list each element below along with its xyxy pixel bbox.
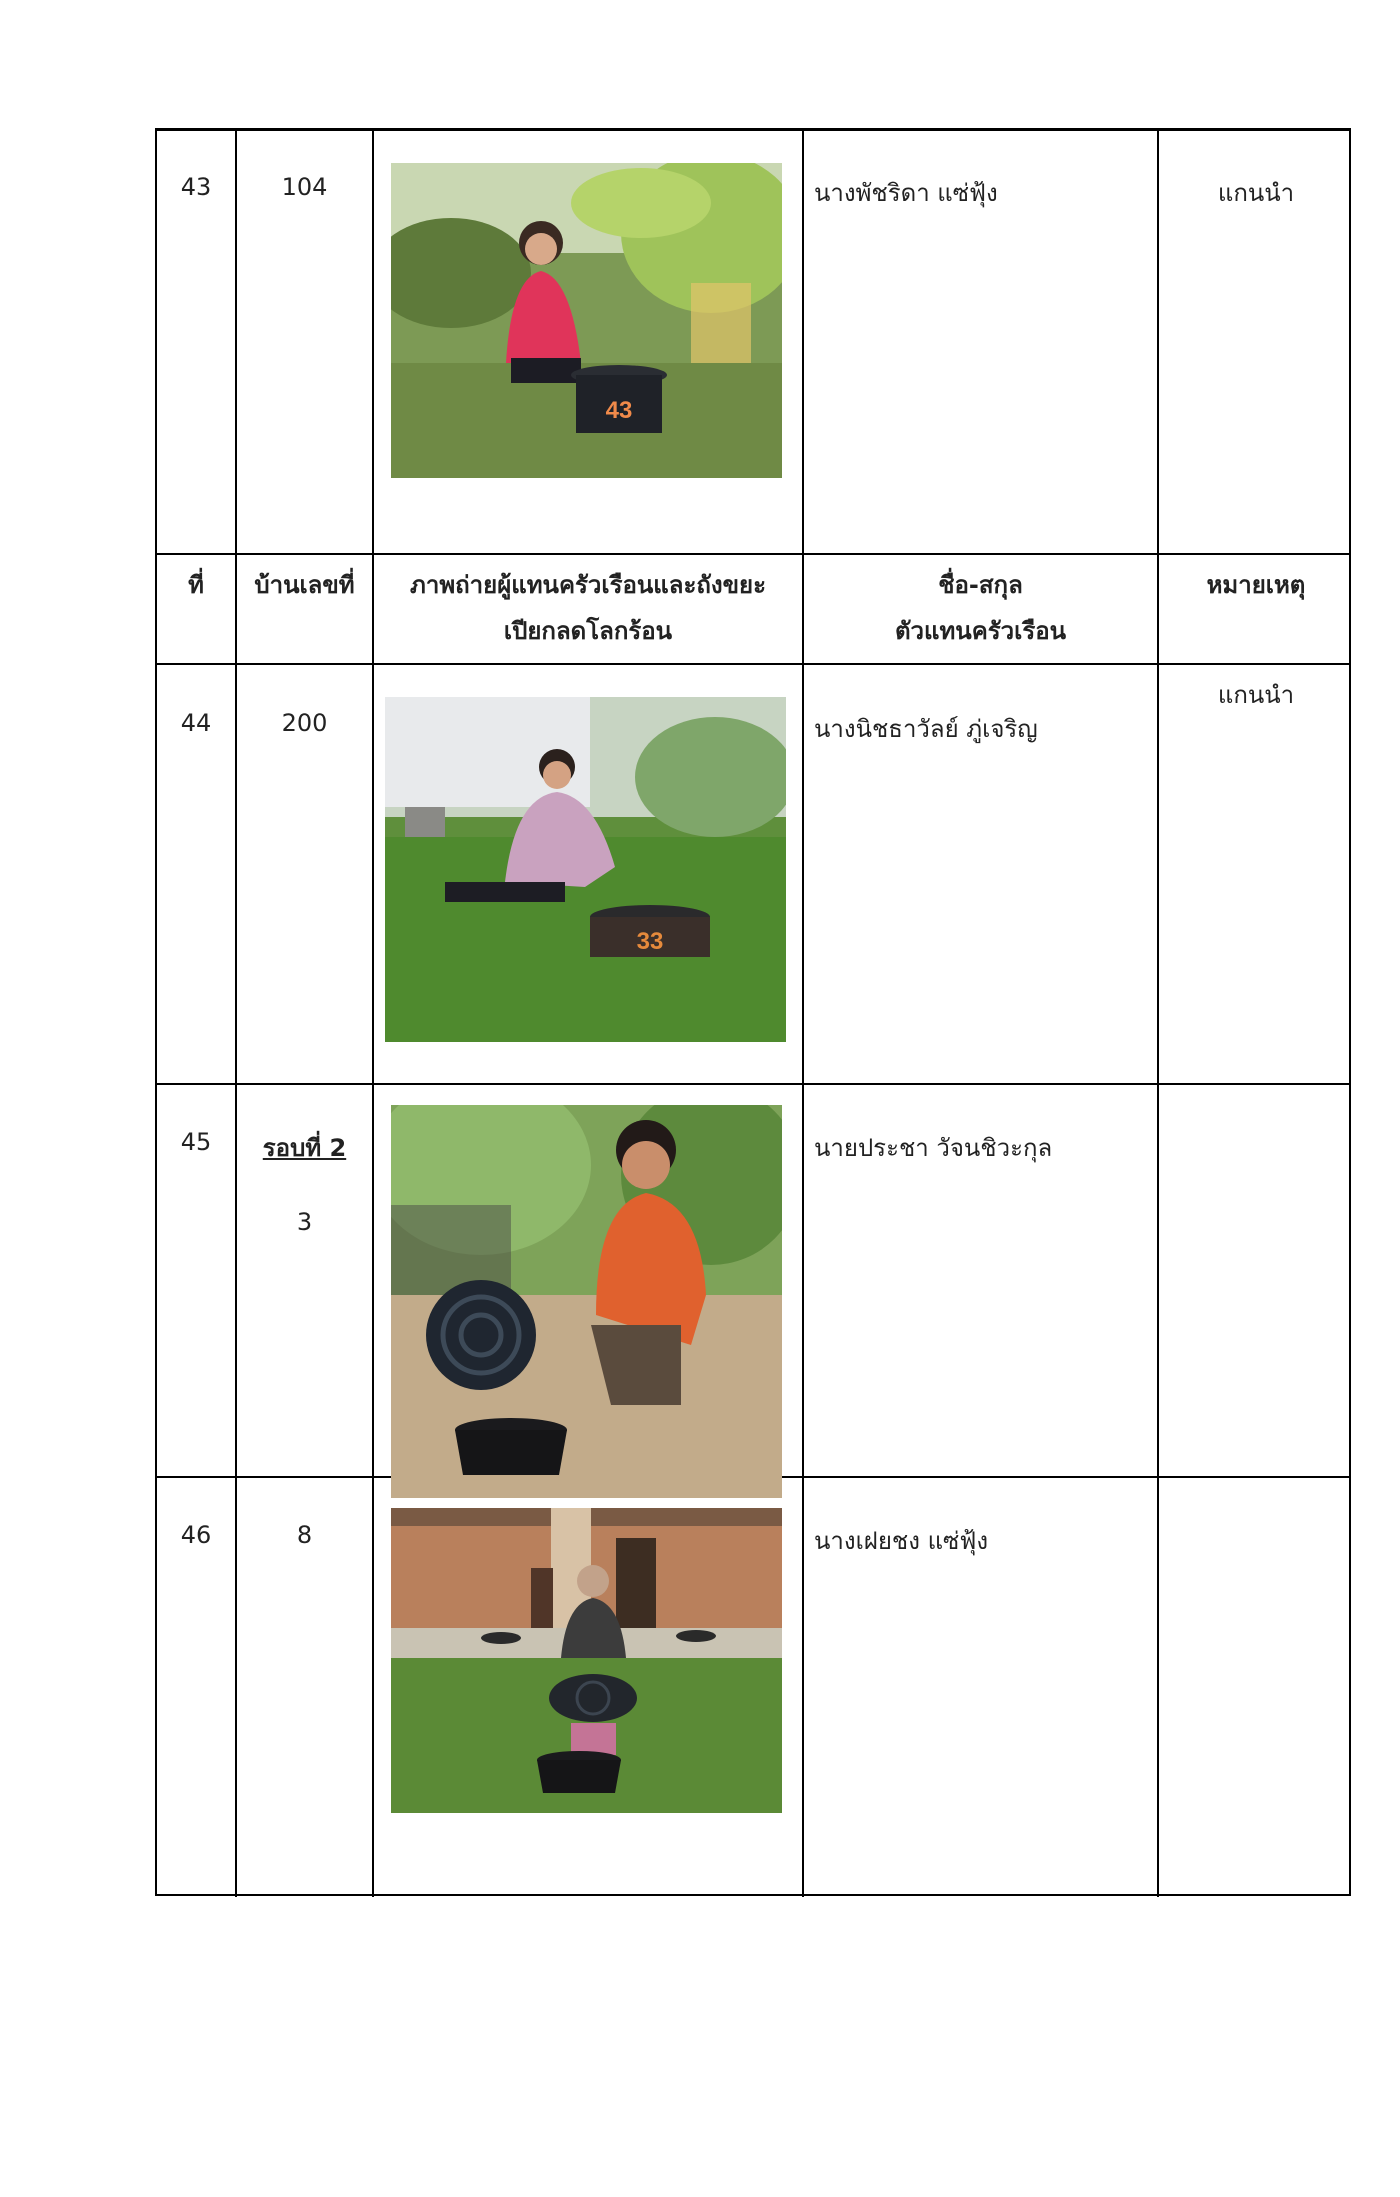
row-number: 45 [180,1128,212,1156]
table-row [157,665,1349,1085]
round-label: รอบที่ 2 [262,1134,347,1162]
table-row [157,131,1349,555]
column-header-house: บ้านเลขที่ [254,571,355,599]
column-header-note: หมายเหตุ [1206,571,1306,599]
household-representative-name: นางนิชธาวัลย์ ภู่เจริญ [814,715,1038,743]
note: แกนนำ [1217,179,1295,207]
household-photo [391,1105,782,1498]
household-representative-name: นางเฝยชง แซ่ฟุ้ง [814,1527,989,1555]
column-header-number: ที่ [188,571,204,599]
house-number: 200 [281,709,328,737]
household-table [155,128,1351,1896]
bin-label: 33 [636,928,664,955]
household-photo [391,1508,782,1813]
column-header-photo-line2: เปียกลดโลกร้อน [503,617,673,645]
column-header-name: ชื่อ-สกุล [938,571,1023,599]
table-row [157,1085,1349,1478]
house-number: 3 [296,1208,313,1236]
column-header-name-line2: ตัวแทนครัวเรือน [894,617,1067,645]
household-representative-name: นางพัชริดา แซ่ฟุ้ง [814,179,998,207]
household-photo [385,697,786,1042]
row-number: 44 [180,709,212,737]
table-row [157,1478,1349,1897]
row-number: 43 [180,173,212,201]
column-header-photo: ภาพถ่ายผู้แทนครัวเรือนและถังขยะ [410,571,766,599]
household-photo [391,163,782,478]
bin-label: 43 [605,397,633,424]
household-representative-name: นายประชา วัจนชิวะกุล [814,1134,1053,1162]
house-number: 104 [281,173,328,201]
note: แกนนำ [1217,681,1295,709]
house-number: 8 [296,1521,313,1549]
table-header-row [157,555,1349,665]
row-number: 46 [180,1521,212,1549]
